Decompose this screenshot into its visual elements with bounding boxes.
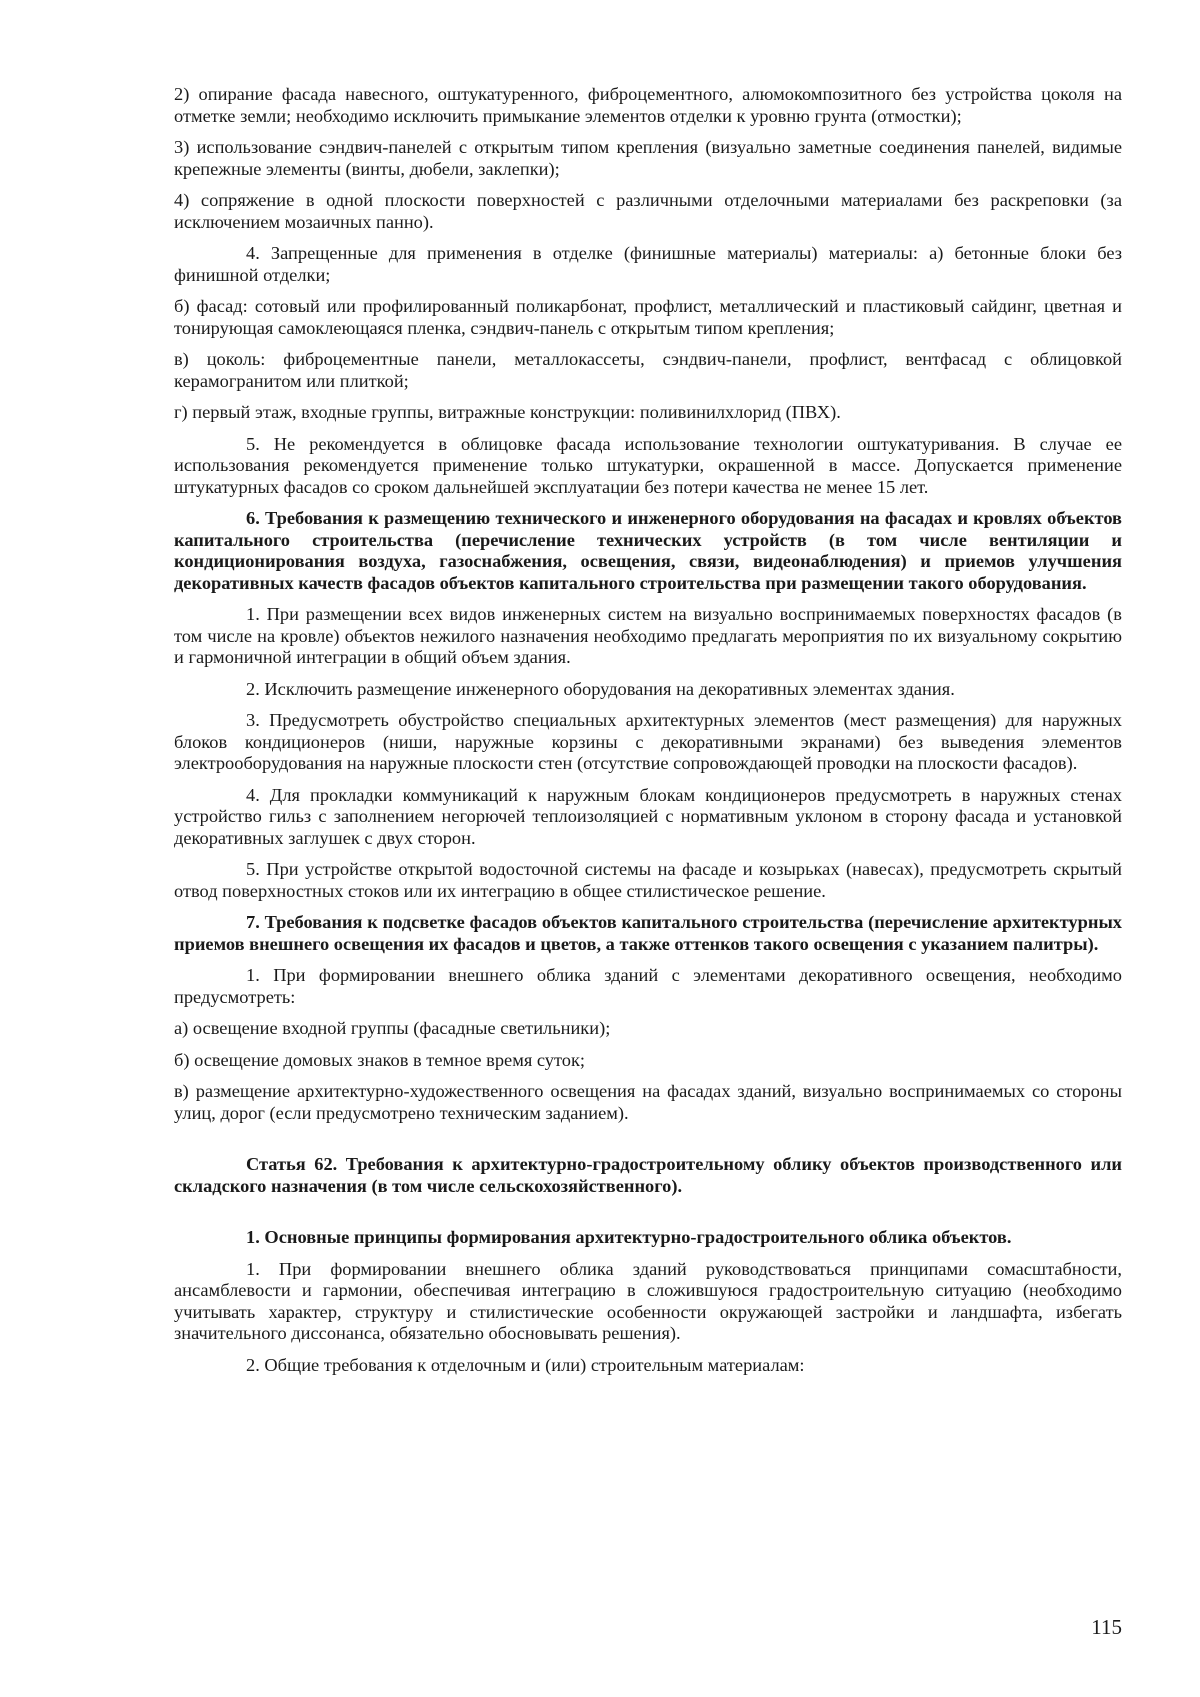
- article-heading: Статья 62. Требования к архитектурно-градостроительному облику объектов производственного или складского назначения (в том числе сельскохозяйственного).: [174, 1154, 1122, 1196]
- page-content: [174, 84, 1122, 1386]
- paragraph: в) размещение архитектурно-художественного освещения на фасадах зданий, визуально воспринимаемых со стороны улиц, дорог (если предусмотрено техническим заданием).: [174, 1081, 1122, 1123]
- paragraph: 4. Запрещенные для применения в отделке (финишные материалы) материалы: а) бетонные блоки без финишной отделки;: [174, 243, 1122, 285]
- spacer: [174, 1207, 1122, 1227]
- paragraph: 5. При устройстве открытой водосточной системы на фасаде и козырьках (навесах), предусмотреть скрытый отвод поверхностных стоков или их интеграцию в общее стилистическое решение.: [174, 859, 1122, 901]
- paragraph: в) цоколь: фиброцементные панели, металлокассеты, сэндвич-панели, профлист, вентфасад с облицовкой керамогранитом или плиткой;: [174, 349, 1122, 391]
- paragraph: г) первый этаж, входные группы, витражные конструкции: поливинилхлорид (ПВХ).: [174, 402, 841, 422]
- paragraph: 1. При формировании внешнего облика зданий руководствоваться принципами сомасштабности, ансамблевости и гармонии, обеспечивая интеграцию в сложившуюся градостроительную ситуацию (необходимо учитывать характер, структуру и стилистические особенности окружающей застройки и ландшафта, избегать значительного диссонанса, обязательно обосновывать решения).: [174, 1258, 1122, 1343]
- section-heading: 7. Требования к подсветке фасадов объектов капитального строительства (перечисление архитектурных приемов внешнего освещения их фасадов и цветов, а также оттенков такого освещения с указанием палитры).: [174, 912, 1122, 954]
- section-heading: 1. Основные принципы формирования архитектурно-градостроительного облика объектов.: [246, 1227, 1012, 1247]
- paragraph: а) освещение входной группы (фасадные светильники);: [174, 1018, 611, 1038]
- paragraph: 2) опирание фасада навесного, оштукатуренного, фиброцементного, алюмокомпозитного без устройства цоколя на отметке земли; необходимо исключить примыкание элементов отделки к уровню грунта (отмостки);: [174, 84, 1122, 126]
- paragraph: 4) сопряжение в одной плоскости поверхностей с различными отделочными материалами без раскреповки (за исключением мозаичных панно).: [174, 190, 1122, 232]
- paragraph: б) освещение домовых знаков в темное время суток;: [174, 1049, 586, 1070]
- page-number: 115: [1091, 1615, 1122, 1639]
- paragraph: 2. Исключить размещение инженерного оборудования на декоративных элементах здания.: [246, 678, 955, 699]
- paragraph: 5. Не рекомендуется в облицовке фасада использование технологии оштукатуривания. В случае ее использования рекомендуется применение только штукатурки, окрашенной в массе. Допускается применение штукатурных фасадов со сроком дальнейшей эксплуатации без потери качества не менее 15 лет.: [174, 433, 1122, 497]
- paragraph: 3) использование сэндвич-панелей с открытым типом крепления (визуально заметные соединения панелей, видимые крепежные элементы (винты, дюбели, заклепки);: [174, 137, 1122, 179]
- paragraph: 1. При формировании внешнего облика зданий с элементами декоративного освещения, необходимо предусмотреть:: [174, 965, 1122, 1007]
- paragraph: 2. Общие требования к отделочным и (или) строительным материалам:: [246, 1354, 805, 1375]
- spacer: [174, 1134, 1122, 1154]
- paragraph: 3. Предусмотреть обустройство специальных архитектурных элементов (мест размещения) для наружных блоков кондиционеров (ниши, наружные корзины с декоративными экранами) без выведения элементов электрооборудования на наружные плоскости стен (отсутствие сопровождающей проводки на плоскости фасадов).: [174, 710, 1122, 773]
- paragraph: 4. Для прокладки коммуникаций к наружным блокам кондиционеров предусмотреть в наружных стенах устройство гильз с заполнением негорючей теплоизоляцией с нормативным уклоном в сторону фасада и установкой декоративных заглушек с двух сторон.: [174, 784, 1122, 848]
- paragraph: 1. При размещении всех видов инженерных систем на визуально воспринимаемых поверхностях фасадов (в том числе на кровле) объектов нежилого назначения необходимо предлагать мероприятия по их визуальному сокрытию и гармоничной интеграции в общий объем здания.: [174, 604, 1122, 667]
- paragraph: б) фасад: сотовый или профилированный поликарбонат, профлист, металлический и пластиковый сайдинг, цветная и тонирующая самоклеющаяся пленка, сэндвич-панель с открытым типом крепления;: [174, 296, 1122, 338]
- section-heading: 6. Требования к размещению технического и инженерного оборудования на фасадах и кровлях объектов капитального строительства (перечисление технических устройств (в том числе вентиляции и кондиционирования воздуха, газоснабжения, освещения, связи, видеонаблюдения) и приемов улучшения декоративных качеств фасадов объектов капитального строительства при размещении такого оборудования.: [174, 508, 1122, 593]
